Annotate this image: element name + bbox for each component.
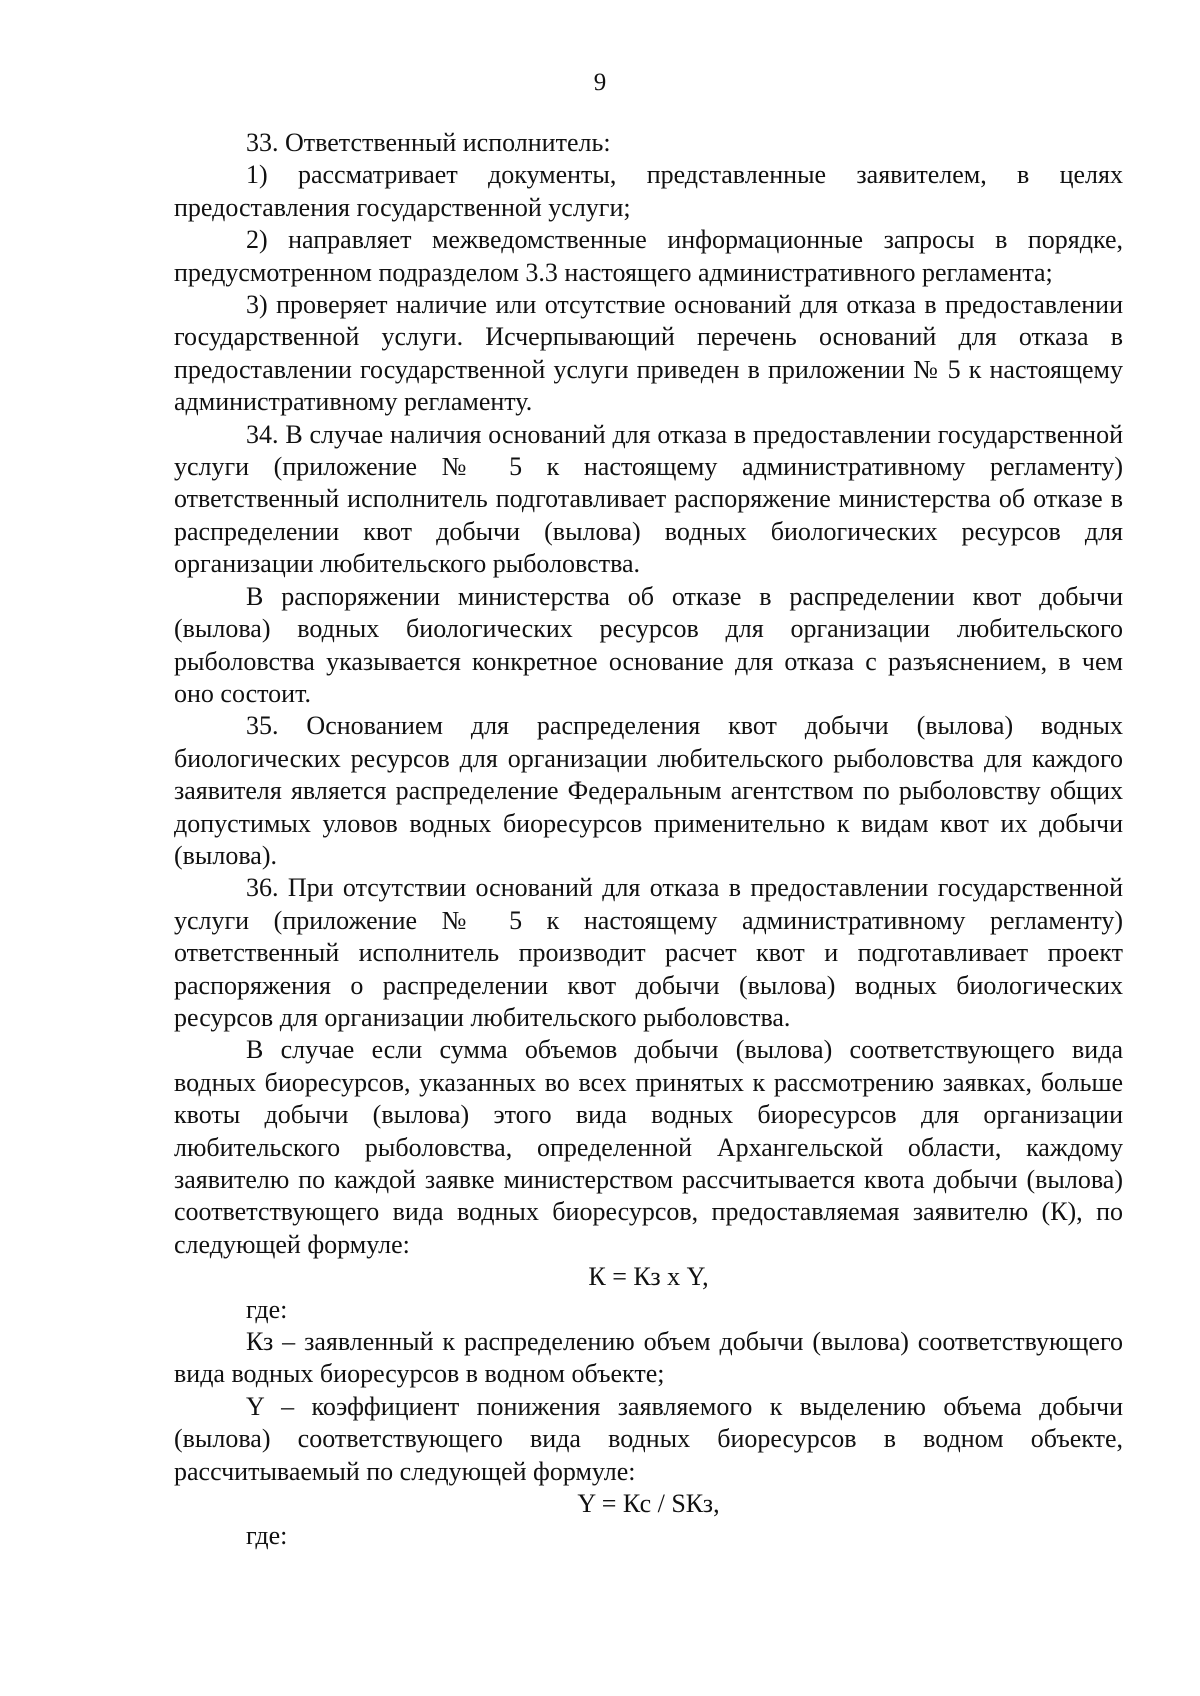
page-number: 9 bbox=[593, 69, 607, 96]
where-label-1: где: bbox=[246, 1294, 288, 1324]
paragraph-36-continued: В случае если сумма объемов добычи (вылова) соответствующего вида водных биоресурсов, указанных во всех принятых к рассмотрению заявках, больше квоты добычи (вылова) этого вида водных биоресурсов для организации любительского рыболовства, определенной Архангельской области, каждому заявителю по каждой заявке министерством рассчитывается квота добычи (вылова) соответствующего вида водных биоресурсов, предоставляемая заявителю (К), по следующей формуле: bbox=[174, 1035, 1123, 1259]
paragraph-33-heading: 33. Ответственный исполнитель: bbox=[246, 128, 611, 157]
paragraph-36: 36. При отсутствии оснований для отказа в предоставлении государственной услуги (приложение № 5 к настоящему административному регламенту) ответственный исполнитель производит расчет квот и подготавливает проект распоряжения о распределении квот добычи (вылова) водных биологических ресурсов для организации любительского рыболовства. bbox=[174, 873, 1123, 1032]
formula-y: Y = Кс / SКз, bbox=[577, 1489, 720, 1519]
definition-y: Y – коэффициент понижения заявляемого к выделению объема добычи (вылова) соответствующего вида водных биоресурсов в водном объекте, рассчитываемый по следующей формуле: bbox=[174, 1391, 1123, 1486]
paragraph-35: 35. Основанием для распределения квот добычи (вылова) водных биологических ресурсов для организации любительского рыболовства для каждого заявителя является распределение Федеральным агентством по рыболовству общих допустимых уловов водных биоресурсов применительно к видам квот их добычи (вылова). bbox=[174, 711, 1123, 870]
paragraph-33-item-1: 1) рассматривает документы, представленные заявителем, в целях предоставления государственной услуги; bbox=[174, 160, 1123, 222]
where-label-2: где: bbox=[246, 1521, 288, 1551]
paragraph-34-continued: В распоряжении министерства об отказе в распределении квот добычи (вылова) водных биологических ресурсов для организации любительского рыболовства указывается конкретное основание для отказа с разъяснением, в чем оно состоит. bbox=[174, 581, 1123, 708]
formula-k: К = Кз х Y, bbox=[588, 1262, 709, 1292]
document-body bbox=[174, 127, 1123, 1553]
paragraph-33-item-2: 2) направляет межведомственные информационные запросы в порядке, предусмотренном подразделом 3.3 настоящего административного регламента; bbox=[174, 225, 1123, 287]
paragraph-33-item-3: 3) проверяет наличие или отсутствие оснований для отказа в предоставлении государственной услуги. Исчерпывающий перечень оснований для отказа в предоставлении государственной услуги приведен в приложении № 5 к настоящему административному регламенту. bbox=[174, 290, 1123, 417]
definition-kz: Кз – заявленный к распределению объем добычи (вылова) соответствующего вида водных биоресурсов в водном объекте; bbox=[174, 1327, 1123, 1389]
paragraph-34: 34. В случае наличия оснований для отказа в предоставлении государственной услуги (приложение № 5 к настоящему административному регламенту) ответственный исполнитель подготавливает распоряжение министерства об отказе в распределении квот добычи (вылова) водных биологических ресурсов для организации любительского рыболовства. bbox=[174, 419, 1123, 579]
